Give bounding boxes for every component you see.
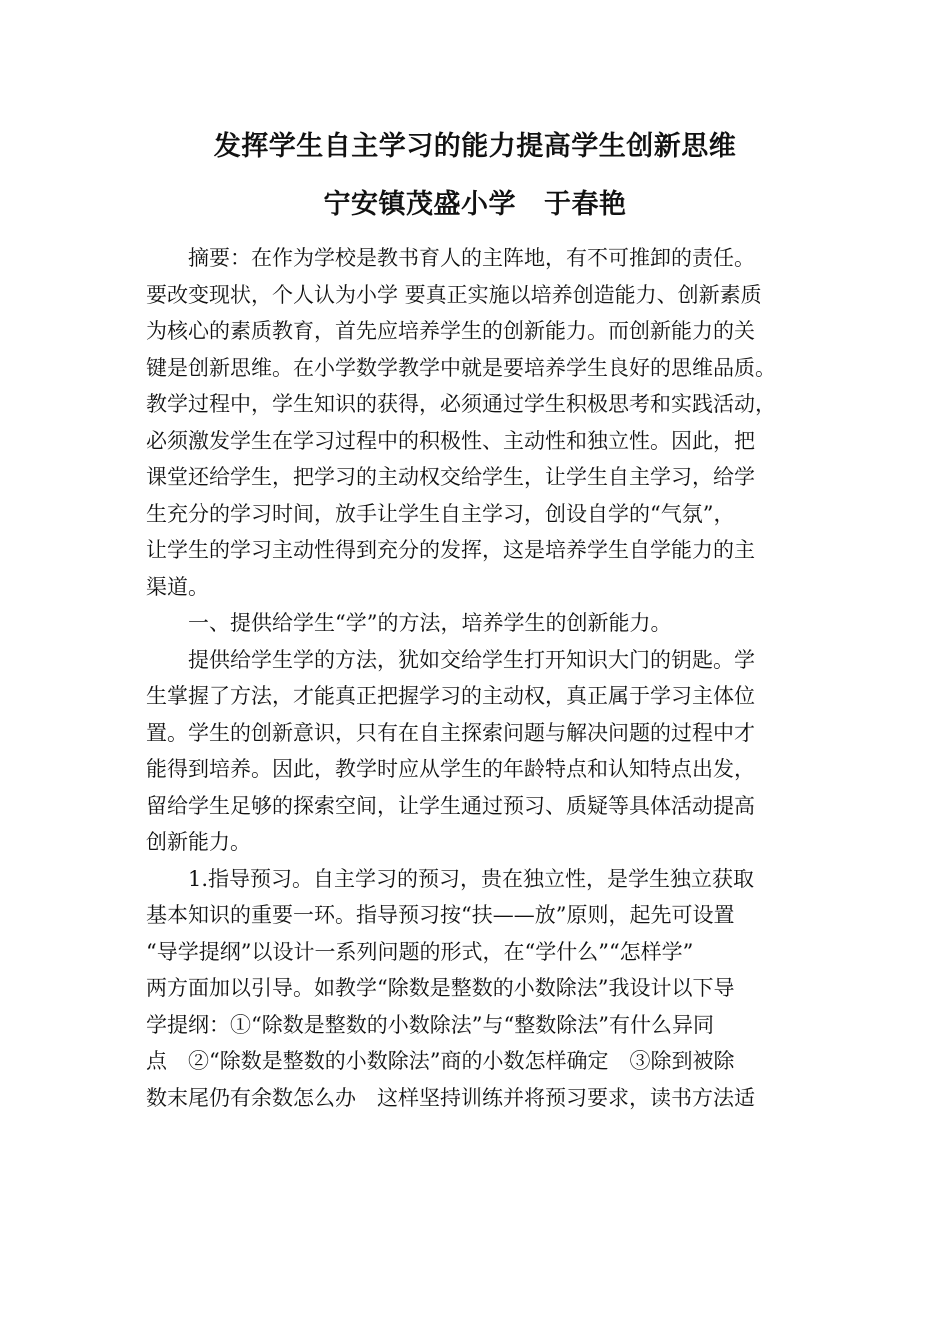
text-line: 让学生的学习主动性得到充分的发挥，这是培养学生自学能力的主 xyxy=(146,538,755,562)
text-line: 创新能力。 xyxy=(146,830,251,854)
text-line: 置。学生的创新意识，只有在自主探索问题与解决问题的过程中才 xyxy=(146,720,755,745)
text-line: 生充分的学习时间，放手让学生自主学习，创设自学的“气氛”， xyxy=(146,501,735,526)
document-title: 发挥学生自主学习的能力提高学生创新思维 xyxy=(213,131,737,162)
text-line: 必须激发学生在学习过程中的积极性、主动性和独立性。因此，把 xyxy=(146,428,755,453)
document-body xyxy=(146,240,806,1116)
text-line: 两方面加以引导。如教学“除数是整数的小数除法”我设计以下导 xyxy=(146,976,735,1000)
author-line xyxy=(0,188,950,222)
text-line: 课堂还给学生，把学习的主动权交给学生，让学生自主学习，给学 xyxy=(146,465,755,489)
text-line: 摘要：在作为学校是教书育人的主阵地，有不可推卸的责任。 xyxy=(188,246,755,270)
text-line: 要改变现状，个人认为小学 要真正实施以培养创造能力、创新素质 xyxy=(146,282,762,307)
text-line: 为核心的素质教育，首先应培养学生的创新能力。而创新能力的关 xyxy=(146,319,755,343)
text-line: 点 ②“除数是整数的小数除法”商的小数怎样确定 ③除到被除 xyxy=(146,1049,735,1073)
text-line: 1.指导预习。自主学习的预习，贵在独立性，是学生独立获取 xyxy=(188,866,755,891)
text-line: 基本知识的重要一环。指导预习按“扶——放”原则，起先可设置 xyxy=(146,903,735,927)
text-line: “导学提纲”以设计一系列问题的形式，在“学什么”“怎样学” xyxy=(146,939,694,964)
text-line: 教学过程中，学生知识的获得，必须通过学生积极思考和实践活动， xyxy=(146,392,776,416)
text-line: 提供给学生学的方法，犹如交给学生打开知识大门的钥匙。学 xyxy=(188,647,755,672)
text-line: 键是创新思维。在小学数学教学中就是要培养学生良好的思维品质。 xyxy=(146,355,776,380)
school-name: 宁安镇茂盛小学 xyxy=(323,189,516,220)
text-line: 能得到培养。因此，教学时应从学生的年龄特点和认知特点出发， xyxy=(146,757,755,781)
text-line: 渠道。 xyxy=(146,574,209,599)
author-name: 于春艳 xyxy=(544,189,627,220)
text-line: 留给学生足够的探索空间，让学生通过预习、质疑等具体活动提高 xyxy=(146,793,755,818)
text-line: 数末尾仍有余数怎么办 这样坚持训练并将预习要求，读书方法适 xyxy=(146,1085,755,1110)
text-line: 学提纲：①“除数是整数的小数除法”与“整数除法”有什么异同 xyxy=(146,1012,714,1037)
text-line: 一、提供给学生“学”的方法，培养学生的创新能力。 xyxy=(188,611,672,635)
text-line: 生掌握了方法，才能真正把握学习的主动权，真正属于学习主体位 xyxy=(146,684,755,708)
